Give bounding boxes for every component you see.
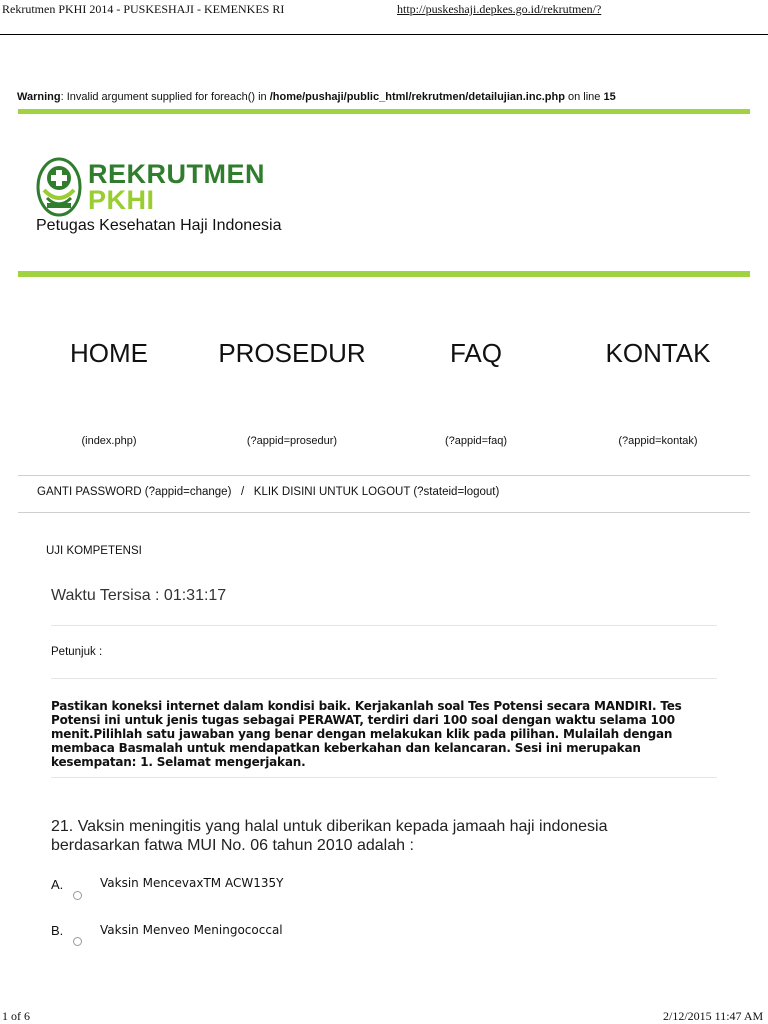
warning-line-text: on line <box>564 91 604 103</box>
print-page-count: 1 of 6 <box>2 1009 30 1023</box>
timer-divider <box>51 625 717 626</box>
question-text: 21. Vaksin meningitis yang halal untuk diberikan kepada jamaah haji indonesia berdasarkan fatwa MUI No. 06 tahun 2010 adalah : <box>51 818 608 854</box>
print-header-divider <box>0 34 768 35</box>
change-password-link[interactable]: GANTI PASSWORD (?appid=change) <box>37 486 232 498</box>
print-page-title: Rekrutmen PKHI 2014 - PUSKESHAJI - KEMENKES RI <box>2 2 285 16</box>
logout-link[interactable]: KLIK DISINI UNTUK LOGOUT (?stateid=logout) <box>253 486 500 498</box>
account-separator: / <box>241 486 245 498</box>
nav-kontak-url: (?appid=kontak) <box>618 435 698 447</box>
option-a-label[interactable]: Vaksin MencevaxTM ACW135Y <box>100 876 284 890</box>
time-remaining: Waktu Tersisa : 01:31:17 <box>51 587 227 604</box>
instructions-label-divider <box>51 678 717 679</box>
nav-home[interactable]: HOME <box>70 338 148 368</box>
instructions-text: Pastikan koneksi internet dalam kondisi baik. Kerjakanlah soal Tes Potensi secara MANDIRI. Tes Potensi ini untuk jenis tugas sebagai PERAWAT, terdiri dari 100 soal dengan waktu selama 100 menit.Pilihlah satu jawaban yang benar dengan melakukan klik pada pilihan. Mulailah dengan membaca Basmalah untuk mendapatkan keberkahan dan kelancaran. Sesi ini merupakan kesempatan: 1. Selamat mengerjakan. <box>51 699 682 769</box>
warning-message: : Invalid argument supplied for foreach() in <box>60 91 270 103</box>
nav-prosedur[interactable]: PROSEDUR <box>218 338 366 368</box>
print-page-url[interactable]: http://puskeshaji.depkes.go.id/rekrutmen/? <box>397 2 602 16</box>
brand-subtitle: PKHI <box>88 185 155 215</box>
brand-title: REKRUTMEN <box>88 159 265 189</box>
option-b-label[interactable]: Vaksin Menveo Meningococcal <box>100 923 283 937</box>
nav-faq-url: (?appid=faq) <box>444 435 508 447</box>
instructions-divider <box>51 777 717 778</box>
nav-divider-top <box>18 475 750 476</box>
green-divider-bottom <box>18 271 750 277</box>
option-a-letter: A. <box>51 877 64 892</box>
nav-kontak[interactable]: KONTAK <box>605 338 711 368</box>
section-title: UJI KOMPETENSI <box>46 545 142 557</box>
warning-label: Warning <box>17 91 61 103</box>
option-b-letter: B. <box>51 923 64 938</box>
nav-divider-bottom <box>18 512 750 513</box>
instructions-label: Petunjuk : <box>51 646 103 658</box>
option-a-radio[interactable] <box>73 891 82 900</box>
green-divider-top <box>18 109 750 114</box>
warning-path: /home/pushaji/public_html/rekrutmen/detailujian.inc.php <box>269 91 565 103</box>
php-warning <box>17 91 616 103</box>
option-b-radio[interactable] <box>73 937 82 946</box>
brand-tagline: Petugas Kesehatan Haji Indonesia <box>36 217 282 234</box>
warning-line-number: 15 <box>603 91 616 103</box>
account-links <box>37 486 499 498</box>
print-date: 2/12/2015 11:47 AM <box>663 1009 764 1023</box>
bakti-husada-emblem-icon <box>35 156 85 218</box>
nav-faq[interactable]: FAQ <box>449 338 502 368</box>
nav-home-url: (index.php) <box>81 435 137 447</box>
nav-prosedur-url: (?appid=prosedur) <box>246 435 338 447</box>
